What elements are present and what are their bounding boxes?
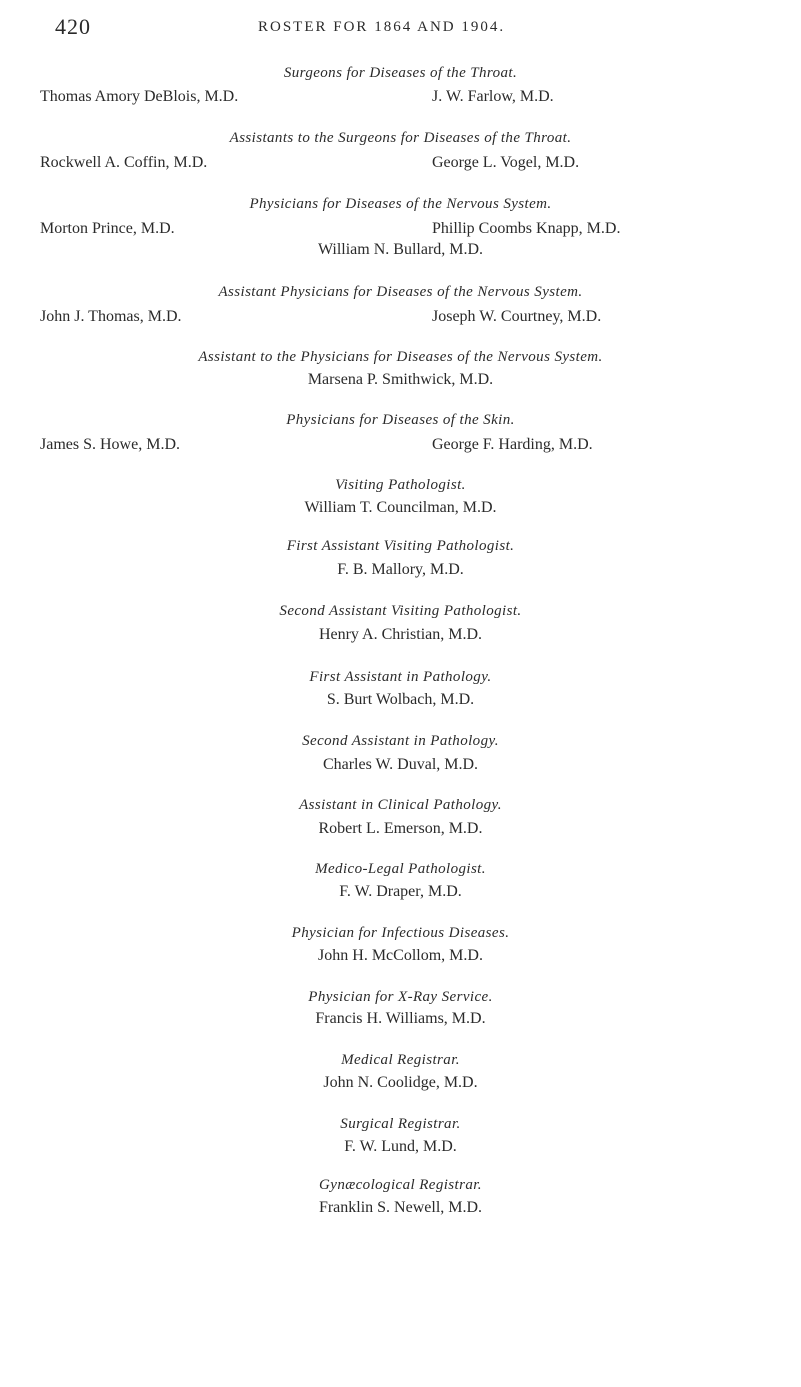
roster-name: John H. McCollom, M.D. xyxy=(318,947,483,964)
section-heading: Physicians for Diseases of the Skin. xyxy=(286,412,515,428)
section-heading: Assistant Physicians for Diseases of the Nervous System. xyxy=(218,284,583,300)
roster-name: J. W. Farlow, M.D. xyxy=(432,88,554,105)
section-heading: Visiting Pathologist. xyxy=(335,477,466,493)
page-number: 420 xyxy=(55,14,91,39)
roster-name: George L. Vogel, M.D. xyxy=(432,154,580,171)
roster-name: Franklin S. Newell, M.D. xyxy=(318,1199,483,1216)
roster-name: William T. Councilman, M.D. xyxy=(304,499,497,516)
roster-name: Robert L. Emerson, M.D. xyxy=(318,820,483,837)
section-heading: Second Assistant Visiting Pathologist. xyxy=(279,603,522,619)
roster-name: F. W. Lund, M.D. xyxy=(344,1138,457,1155)
roster-name: George F. Harding, M.D. xyxy=(432,436,593,453)
section-heading: First Assistant Visiting Pathologist. xyxy=(286,538,515,554)
section-heading: Assistant in Clinical Pathology. xyxy=(299,797,502,813)
roster-name: Marsena P. Smithwick, M.D. xyxy=(307,371,494,388)
section-heading: First Assistant in Pathology. xyxy=(309,669,492,685)
section-heading: Second Assistant in Pathology. xyxy=(302,733,499,749)
section-heading: Assistant to the Physicians for Diseases of the Nervous System. xyxy=(198,349,603,365)
header-title: ROSTER FOR 1864 AND 1904. xyxy=(258,19,506,35)
section-heading: Physician for Infectious Diseases. xyxy=(291,925,510,941)
section-heading: Medico-Legal Pathologist. xyxy=(315,861,486,877)
running-head xyxy=(0,14,801,44)
roster-name: Rockwell A. Coffin, M.D. xyxy=(40,154,208,171)
section-heading: Surgical Registrar. xyxy=(340,1116,461,1132)
roster-name: Charles W. Duval, M.D. xyxy=(322,756,479,773)
section-heading: Gynæcological Registrar. xyxy=(319,1177,482,1193)
roster-name: Phillip Coombs Knapp, M.D. xyxy=(432,220,621,237)
section-heading: Physician for X-Ray Service. xyxy=(308,989,493,1005)
section-heading: Physicians for Diseases of the Nervous System. xyxy=(249,196,552,212)
section-heading: Assistants to the Surgeons for Diseases of the Throat. xyxy=(229,130,572,146)
roster-name: S. Burt Wolbach, M.D. xyxy=(326,691,475,708)
section-heading: Medical Registrar. xyxy=(341,1052,460,1068)
roster-name: Joseph W. Courtney, M.D. xyxy=(432,308,602,325)
roster-name: F. W. Draper, M.D. xyxy=(339,883,462,900)
roster-name: William N. Bullard, M.D. xyxy=(317,241,484,258)
roster-name: Morton Prince, M.D. xyxy=(40,220,175,237)
roster-name: Henry A. Christian, M.D. xyxy=(318,626,483,643)
roster-name: Francis H. Williams, M.D. xyxy=(315,1010,486,1027)
roster-name: John N. Coolidge, M.D. xyxy=(323,1074,478,1091)
roster-name: James S. Howe, M.D. xyxy=(40,436,180,453)
roster-name: John J. Thomas, M.D. xyxy=(40,308,182,325)
roster-name: Thomas Amory DeBlois, M.D. xyxy=(40,88,239,105)
roster-name: F. B. Mallory, M.D. xyxy=(337,561,464,578)
section-heading: Surgeons for Diseases of the Throat. xyxy=(283,65,518,81)
